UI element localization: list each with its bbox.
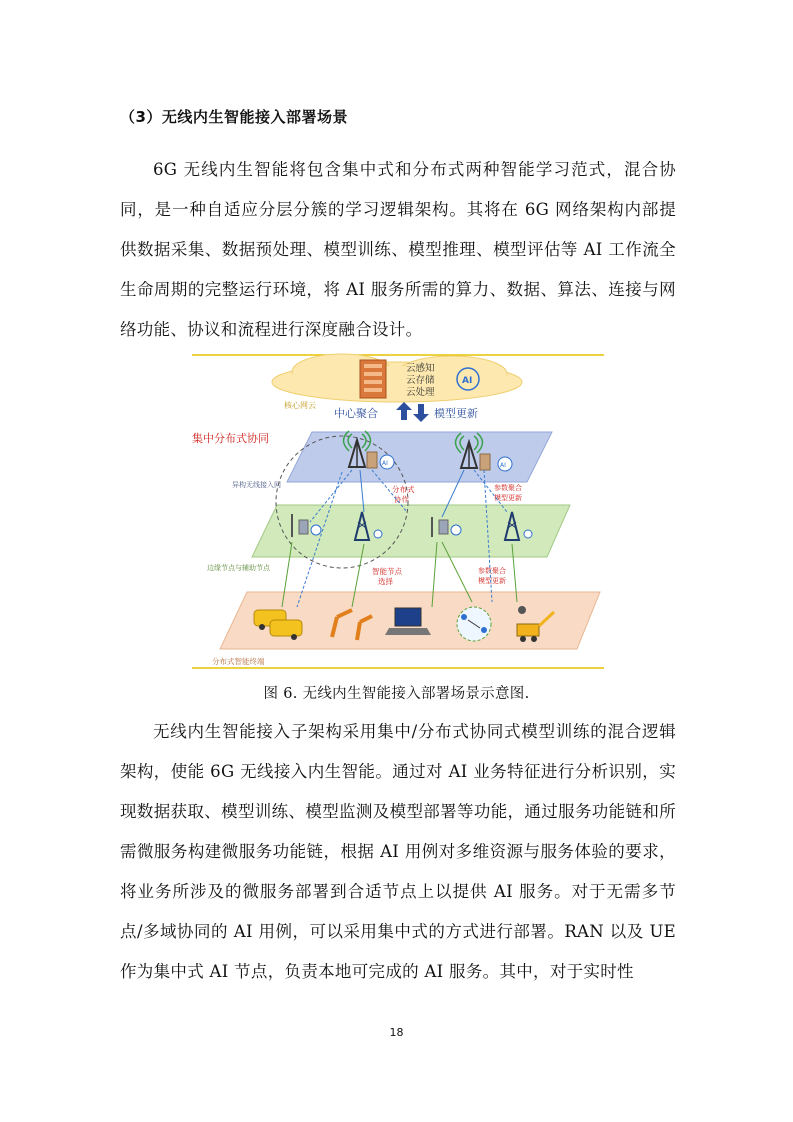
- smart-node-label-1: 智能节点: [372, 567, 402, 576]
- cloud-store-label: 云存储: [406, 375, 435, 386]
- architecture-diagram: [192, 352, 604, 672]
- model-update-label: 模型更新: [434, 407, 478, 420]
- paragraph-architecture: [120, 712, 676, 992]
- device-cluster-icon: [457, 607, 491, 641]
- section-heading: （3）无线内生智能接入部署场景: [120, 108, 348, 126]
- dist-collab-label-1: 分布式: [392, 485, 415, 494]
- hetero-ran-label: 异构无线接入网: [232, 481, 281, 489]
- cloud-ai-badge: AI: [462, 376, 473, 386]
- ai-node-badge: AI: [382, 460, 388, 467]
- dist-terminals-label: 分布式智能终端: [212, 657, 265, 666]
- cloud-icon: [272, 354, 522, 402]
- smart-node-label-2: 选择: [378, 577, 393, 586]
- cloud-process-label: 云处理: [406, 387, 435, 398]
- edge-nodes-label: 边缘节点与辅助节点: [207, 564, 270, 572]
- paragraph-architecture-text: 无线内生智能接入子架构采用集中/分布式协同式模型训练的混合逻辑架构，使能 6G 无线接入内生智能。通过对 AI 业务特征进行分析识别，实现数据获取、模型训练、模型监测及模型部署等功能，通过服务功能链和所需微服务构建微服务功能链，根据 AI 用例对多维资源与服务体验的要求，将业务所涉及的微服务部署到合适节点上以提供 AI 服务。对于无需多节点/多域协同的 AI 用例，可以采用集中式的方式进行部署。RAN 以及 UE 作为集中式 AI 节点，负责本地可完成的 AI 服务。其中，对于实时性: [120, 722, 676, 981]
- ran-plane: [287, 432, 552, 482]
- param-agg-label-2: 模型更新: [494, 494, 522, 502]
- page-number: 18: [389, 1026, 404, 1039]
- centralized-distributed-label: 集中分布式协同: [192, 432, 269, 445]
- param-agg2-label-2: 模型更新: [478, 577, 506, 585]
- core-cloud-label: 核心网云: [284, 401, 316, 410]
- paragraph-intro: [120, 150, 676, 350]
- architecture-figure: [192, 352, 604, 672]
- up-down-arrows-icon: [396, 402, 429, 422]
- param-agg-label-1: 参数聚合: [494, 484, 522, 492]
- ai-node-badge: AI: [500, 462, 506, 469]
- center-aggregation-label: 中心聚合: [334, 407, 378, 420]
- paragraph-intro-text: 6G 无线内生智能将包含集中式和分布式两种智能学习范式，混合协同，是一种自适应分层分簇的学习逻辑架构。其将在 6G 网络架构内部提供数据采集、数据预处理、模型训练、模型推理、模型评估等 AI 工作流全生命周期的完整运行环境，将 AI 服务所需的算力、数据、算法、连接与网络功能、协议和流程进行深度融合设计。: [120, 160, 676, 339]
- server-icon: [360, 360, 386, 398]
- param-agg2-label-1: 参数聚合: [478, 567, 506, 575]
- dist-collab-label-2: 协作: [394, 495, 409, 504]
- cloud-sense-label: 云感知: [406, 363, 435, 374]
- figure-caption: 图 6. 无线内生智能接入部署场景示意图.: [263, 686, 530, 702]
